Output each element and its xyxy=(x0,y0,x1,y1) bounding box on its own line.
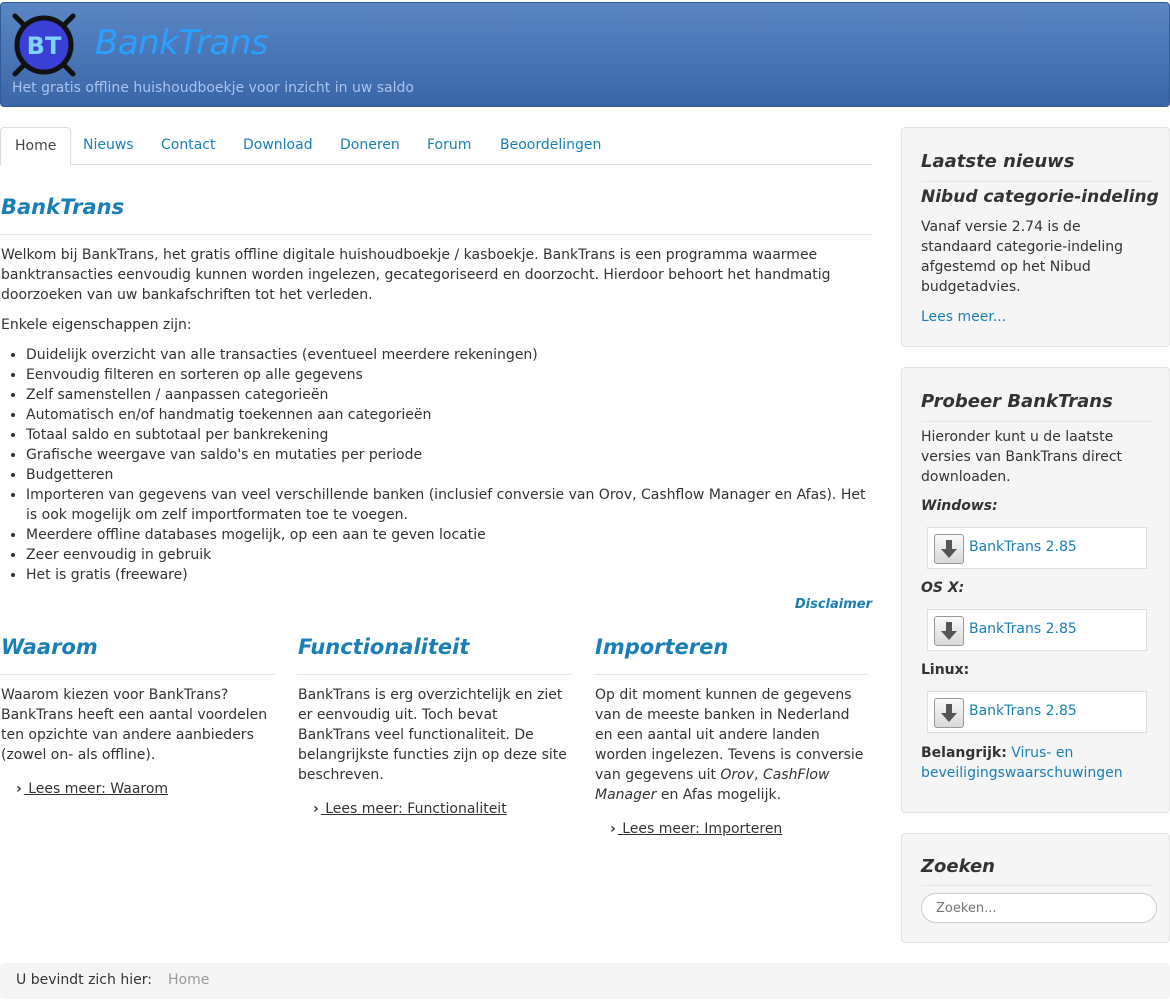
windows-label: Windows: xyxy=(921,498,998,514)
importeren-text: Op dit moment kunnen de gegevens van de meeste banken in Nederland en een aantal uit andere landen worden ingelezen. Tevens is conversie van gegevens uit Orov, CashFlow Manager en Afas mogelijk. xyxy=(595,687,864,803)
features-intro: Enkele eigenschappen zijn: xyxy=(1,317,192,333)
download-panel-title: Probeer BankTrans xyxy=(921,391,1113,412)
tab-doneren[interactable]: Doneren xyxy=(340,137,400,153)
list-item: • Meerdere offline databases mogelijk, op een aan te geven locatie xyxy=(26,525,876,545)
chevron-right-icon: › xyxy=(610,821,616,837)
readmore-label: Lees meer: Importeren xyxy=(617,821,783,837)
readmore-importeren-link[interactable] xyxy=(610,821,782,837)
functionaliteit-text: BankTrans is erg overzichtelijk en ziet er eenvoudig uit. Toch bevat BankTrans veel functionaliteit. De belangrijkste functies zijn op deze site beschreven. xyxy=(298,687,567,783)
news-panel-title: Laatste nieuws xyxy=(921,151,1075,172)
download-arrow-icon xyxy=(934,698,964,728)
download-intro: Hieronder kunt u de laatste versies van BankTrans direct downloaden. xyxy=(921,429,1123,485)
cashflow-manager-text: CashFlow Manager xyxy=(595,767,830,803)
site-header xyxy=(0,2,1170,107)
download-linux-button[interactable] xyxy=(927,691,1147,733)
readmore-waarom-link[interactable] xyxy=(16,781,168,797)
site-description: Het gratis offline huishoudboekje voor inzicht in uw saldo xyxy=(12,80,414,96)
linux-label: Linux: xyxy=(921,662,970,678)
feature-list xyxy=(26,345,876,585)
list-item: • Importeren van gegevens van veel verschillende banken (inclusief conversie van Orov, Cashflow Manager en Afas). Het is ook mogelijk om zelf importformaten toe te voegen. xyxy=(26,485,876,525)
logo-text: BT xyxy=(26,32,62,60)
readmore-label: Lees meer: Functionaliteit xyxy=(320,801,507,817)
breadcrumb-label: U bevindt zich hier: xyxy=(16,972,152,988)
disclaimer-link[interactable]: Disclaimer xyxy=(794,597,872,612)
search-input[interactable] xyxy=(921,893,1157,923)
download-panel xyxy=(901,367,1170,813)
news-item-title: Nibud categorie-indeling xyxy=(921,187,1159,207)
list-item: • Het is gratis (freeware) xyxy=(26,565,876,585)
download-label: BankTrans 2.85 xyxy=(969,539,1077,555)
news-item-text: Vanaf versie 2.74 is de standaard categorie-indeling afgestemd op het Nibud budgetadvies. xyxy=(921,219,1124,295)
orov-text: Orov xyxy=(720,767,755,783)
divider xyxy=(921,421,1152,422)
breadcrumb-home-link[interactable]: Home xyxy=(168,972,210,988)
list-item: • Automatisch en/of handmatig toekennen aan categorieën xyxy=(26,405,876,425)
banktrans-logo-icon[interactable] xyxy=(11,12,77,78)
important-label: Belangrijk: xyxy=(921,745,1007,761)
divider xyxy=(0,674,275,675)
main-nav xyxy=(0,127,872,165)
download-windows-button[interactable] xyxy=(927,527,1147,569)
download-osx-button[interactable] xyxy=(927,609,1147,651)
readmore-label: Lees meer: Waarom xyxy=(23,781,169,797)
functionaliteit-title: Functionaliteit xyxy=(298,635,470,659)
news-readmore-link[interactable]: Lees meer... xyxy=(921,309,1007,325)
tab-forum[interactable]: Forum xyxy=(427,137,472,153)
divider xyxy=(921,181,1152,182)
download-label: BankTrans 2.85 xyxy=(969,621,1077,637)
download-arrow-icon xyxy=(934,534,964,564)
divider xyxy=(0,234,872,235)
security-note xyxy=(921,743,1156,783)
divider xyxy=(594,674,869,675)
importeren-title: Importeren xyxy=(595,635,729,659)
search-panel xyxy=(901,833,1170,943)
list-item: • Totaal saldo en subtotaal per bankrekening xyxy=(26,425,876,445)
divider xyxy=(921,885,1152,886)
waarom-text: Waarom kiezen voor BankTrans? BankTrans heeft een aantal voordelen ten opzichte van andere aanbieders (zowel on- als offline). xyxy=(1,687,268,763)
tab-beoordelingen[interactable]: Beoordelingen xyxy=(500,137,602,153)
news-panel xyxy=(901,127,1170,347)
download-arrow-icon xyxy=(934,616,964,646)
list-item: • Zeer eenvoudig in gebruik xyxy=(26,545,876,565)
list-item: • Grafische weergave van saldo's en mutaties per periode xyxy=(26,445,876,465)
intro-text: Welkom bij BankTrans, het gratis offline digitale huishoudboekje / kasboekje. BankTrans is een programma waarmee banktransacties eenvoudig kunnen worden ingelezen, gecategoriseerd en doorzocht. Hierdoor behoort het handmatig doorzoeken van uw bankafschriften tot het verleden. xyxy=(1,247,831,303)
security-warnings-link[interactable]: Virus- en beveiligingswaarschuwingen xyxy=(921,745,1123,781)
site-title[interactable]: BankTrans xyxy=(95,23,269,63)
chevron-right-icon: › xyxy=(16,781,22,797)
list-item: • Budgetteren xyxy=(26,465,876,485)
tab-download[interactable]: Download xyxy=(243,137,313,153)
tab-contact[interactable]: Contact xyxy=(161,137,216,153)
osx-label: OS X: xyxy=(921,580,965,596)
waarom-title: Waarom xyxy=(1,635,98,659)
page-title: BankTrans xyxy=(1,195,125,219)
tab-nieuws[interactable]: Nieuws xyxy=(83,137,134,153)
divider xyxy=(297,674,572,675)
download-label: BankTrans 2.85 xyxy=(969,703,1077,719)
list-item: • Duidelijk overzicht van alle transacties (eventueel meerdere rekeningen) xyxy=(26,345,876,365)
list-item: • Zelf samenstellen / aanpassen categorieën xyxy=(26,385,876,405)
list-item: • Eenvoudig filteren en sorteren op alle gegevens xyxy=(26,365,876,385)
readmore-functionaliteit-link[interactable] xyxy=(313,801,507,817)
tab-home[interactable]: Home xyxy=(0,127,71,166)
search-panel-title: Zoeken xyxy=(921,856,995,877)
chevron-right-icon: › xyxy=(313,801,319,817)
breadcrumb xyxy=(0,963,1170,999)
